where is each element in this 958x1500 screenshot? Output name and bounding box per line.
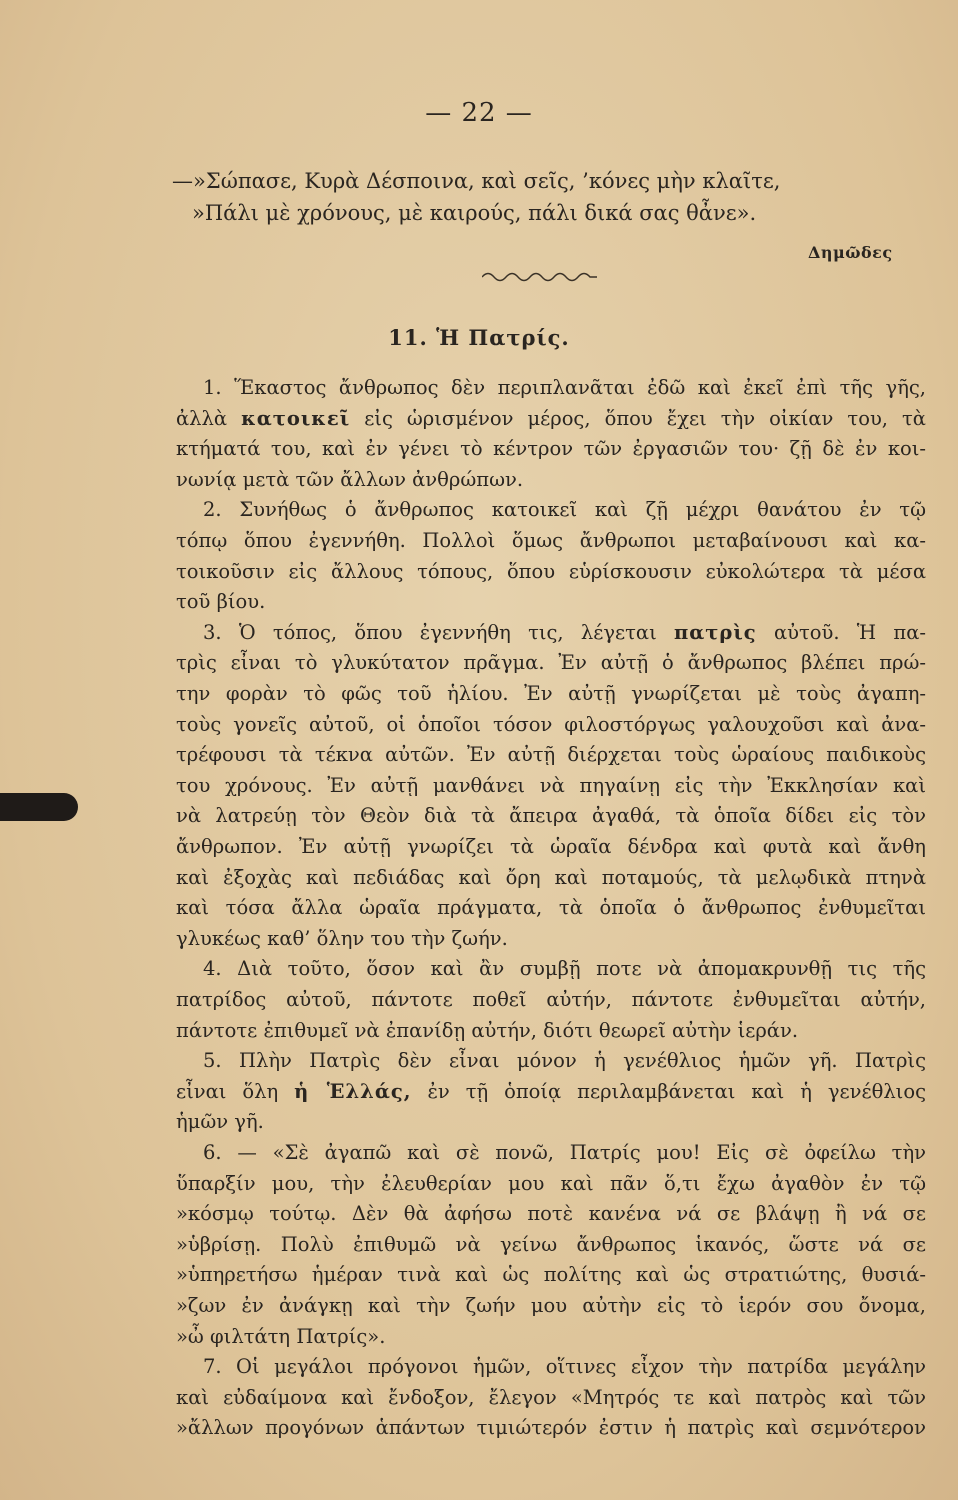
epigraph-line: »Πάλι μὲ χρόνους, μὲ καιρούς, πάλι δικά σας θἆνε». bbox=[192, 201, 757, 225]
text-run: »ὦ φιλτάτη Πατρίς». bbox=[176, 1324, 386, 1348]
text-run: τοῦ βίου. bbox=[176, 590, 266, 614]
body-line bbox=[176, 1171, 926, 1195]
text-run: κτήματά του, καὶ ἐν γένει τὸ κέντρον τῶν ἐργασιῶν του· ζῇ δὲ ἐν κοι- bbox=[176, 437, 926, 461]
body-line bbox=[176, 990, 926, 1010]
text-run: »κόσμῳ τούτῳ. Δὲν θὰ ἀφήσω ποτὲ κανένα νά σε βλάψῃ ἢ νά σε bbox=[176, 1202, 926, 1226]
body-line bbox=[176, 1296, 926, 1316]
text-run: του χρόνους. Ἐν αὐτῇ μανθάνει νὰ πηγαίνῃ εἰς τὴν Ἐκκλησίαν καὶ bbox=[176, 773, 926, 797]
text-run: »ἄλλων προγόνων ἁπάντων τιμιώτερόν ἐστιν ἡ πατρὶς καὶ σεμνότερον bbox=[176, 1416, 926, 1440]
body-line bbox=[176, 926, 508, 950]
body-line bbox=[176, 1324, 386, 1348]
text-run: καὶ τόσα ἄλλα ὡραῖα πράγματα, τὰ ὁποῖα ὁ ἄνθρωπος ἐνθυμεῖται bbox=[176, 896, 926, 920]
text-run: εἰς ὡρισμένον μέρος, ὅπου ἔχει τὴν οἰκίαν του, τὰ bbox=[350, 406, 926, 430]
text-run: εἶναι ὅλη bbox=[176, 1079, 295, 1103]
text-run: γλυκέως καθ’ ὅλην του τὴν ζωήν. bbox=[176, 926, 508, 950]
text-run: »ὑβρίσῃ. Πολὺ ἐπιθυμῶ νὰ γείνω ἄνθρωπος ἱκανός, ὥστε νά σε bbox=[176, 1232, 926, 1256]
body-line bbox=[176, 1204, 926, 1224]
body-line bbox=[176, 653, 926, 673]
body-line bbox=[203, 378, 926, 398]
text-run: καὶ εὐδαίμονα καὶ ἔνδοξον, ἔλεγον «Μητρός τε καὶ πατρὸς καὶ τῶν bbox=[176, 1385, 926, 1409]
text-run: 1. Ἕκαστος ἄνθρωπος δὲν περιπλανᾶται ἐδῶ καὶ ἐκεῖ ἐπὶ τῆς γῆς, bbox=[203, 376, 926, 399]
body-line bbox=[176, 1112, 264, 1132]
body-line bbox=[176, 1385, 926, 1409]
text-run: πατρίδος αὐτοῦ, πάντοτε ποθεῖ αὐτήν, πάντοτε ἐνθυμεῖται αὐτήν, bbox=[176, 988, 926, 1011]
text-run: καὶ ἐξοχὰς καὶ πεδιάδας καὶ ὄρη καὶ ποταμούς, τὰ μελῳδικὰ πτηνὰ bbox=[176, 865, 926, 889]
body-line bbox=[176, 592, 265, 612]
body-line bbox=[176, 773, 926, 797]
body-line bbox=[176, 1018, 799, 1042]
body-line bbox=[203, 500, 926, 520]
text-run: ἐν τῇ ὁποίᾳ περιλαμβάνεται καὶ ἡ γενέθλιος bbox=[411, 1079, 926, 1103]
text-run: 2. Συνήθως ὁ ἄνθρωπος κατοικεῖ καὶ ζῇ μέχρι θανάτου ἐν τῷ bbox=[203, 498, 926, 522]
text-run: τόπῳ ὅπου ἐγεννήθη. Πολλοὶ ὅμως ἄνθρωποι μεταβαίνουσι καὶ κα- bbox=[176, 529, 926, 552]
text-run: 3. Ὁ τόπος, ὅπου ἐγεννήθη τις, λέγεται bbox=[203, 620, 674, 644]
body-line bbox=[176, 745, 926, 765]
epigraph-source: Δημῶδες bbox=[808, 243, 893, 262]
text-run: 4. Διὰ τοῦτο, ὅσον καὶ ἂν συμβῇ ποτε νὰ ἀπομακρυνθῇ τις τῆς bbox=[203, 957, 926, 981]
body-line bbox=[203, 620, 926, 644]
text-run: 5. Πλὴν Πατρὶς δὲν εἶναι μόνον ἡ γενέθλιος ἡμῶν γῆ. Πατρὶς bbox=[203, 1049, 926, 1073]
body-line bbox=[176, 684, 926, 704]
text-run: 6. — «Σὲ ἀγαπῶ καὶ σὲ πονῶ, Πατρίς μου! Εἰς σὲ ὀφείλω τὴν bbox=[203, 1141, 926, 1164]
body-line bbox=[176, 837, 926, 857]
body-line bbox=[176, 467, 524, 491]
text-run: ἄνθρωπον. Ἐν αὐτῇ γνωρίζει τὰ ὡραῖα δένδρα καὶ φυτὰ καὶ ἄνθη bbox=[176, 835, 926, 858]
body-line bbox=[176, 1232, 926, 1256]
text-run: νωνίᾳ μετὰ τῶν ἄλλων ἀνθρώπων. bbox=[176, 467, 524, 491]
body-line bbox=[176, 559, 926, 583]
body-line bbox=[203, 1051, 926, 1071]
text-run: πάντοτε ἐπιθυμεῖ νὰ ἐπανίδῃ αὐτήν, διότι θεωρεῖ αὐτὴν ἱεράν. bbox=[176, 1018, 799, 1042]
emphasized-term: ἡ Ἑλλάς, bbox=[294, 1079, 412, 1103]
epigraph-line: —»Σώπασε, Κυρὰ Δέσποινα, καὶ σεῖς, ’κόνες μὴν κλαῖτε, bbox=[172, 169, 781, 193]
text-run: 7. Οἱ μεγάλοι πρόγονοι ἡμῶν, οἵτινες εἶχον τὴν πατρίδα μεγάλην bbox=[203, 1355, 926, 1379]
text-run: αὐτοῦ. Ἡ πα- bbox=[756, 620, 926, 644]
body-line bbox=[176, 712, 926, 736]
body-line bbox=[176, 1265, 926, 1285]
body-line bbox=[176, 439, 926, 459]
body-line bbox=[176, 406, 926, 430]
body-line bbox=[203, 959, 926, 979]
emphasized-term: κατοικεῖ bbox=[241, 406, 351, 430]
text-run: τρὶς εἶναι τὸ γλυκύτατον πρᾶγμα. Ἐν αὐτῇ ὁ ἄνθρωπος βλέπει πρώ- bbox=[176, 651, 926, 675]
body-line bbox=[176, 806, 926, 826]
text-run: νὰ λατρεύῃ τὸν Θεὸν διὰ τὰ ἄπειρα ἀγαθά, τὰ ὁποῖα δίδει εἰς τὸν bbox=[176, 804, 926, 828]
page-number: — 22 — bbox=[425, 98, 533, 128]
text-run: ἀλλὰ bbox=[176, 406, 242, 430]
body-line bbox=[176, 865, 926, 889]
emphasized-term: πατρὶς bbox=[673, 620, 757, 644]
body-line bbox=[203, 1357, 926, 1377]
body-line bbox=[176, 1079, 926, 1103]
ornament-divider bbox=[482, 270, 597, 284]
text-run: τοικοῦσιν εἰς ἄλλους τόπους, ὅπου εὑρίσκουσιν εὐκολώτερα τὰ μέσα bbox=[176, 559, 926, 583]
page-edge-tab bbox=[0, 793, 78, 821]
section-title: 11. Ἡ Πατρίς. bbox=[388, 325, 570, 350]
text-run: »ζων ἐν ἀνάγκῃ καὶ τὴν ζωήν μου αὐτὴν εἰς τὸ ἱερόν σου ὄνομα, bbox=[176, 1294, 926, 1317]
text-run: ἡμῶν γῆ. bbox=[176, 1110, 264, 1134]
text-run: »ὑπηρετήσω ἡμέραν τινὰ καὶ ὡς πολίτης καὶ ὡς στρατιώτης, θυσιά- bbox=[176, 1263, 926, 1287]
text-run: τρέφουσι τὰ τέκνα αὐτῶν. Ἐν αὐτῇ διέρχεται τοὺς ὡραίους παιδικοὺς bbox=[176, 743, 926, 767]
body-line bbox=[176, 898, 926, 918]
text-run: την φορὰν τὸ φῶς τοῦ ἡλίου. Ἐν αὐτῇ γνωρίζεται μὲ τοὺς ἀγαπη- bbox=[176, 682, 926, 705]
body-line bbox=[203, 1143, 926, 1163]
body-line bbox=[176, 531, 926, 551]
body-line bbox=[176, 1418, 926, 1438]
text-run: τοὺς γονεῖς αὐτοῦ, οἱ ὁποῖοι τόσον φιλοστόργως γαλουχοῦσι καὶ ἀνα- bbox=[176, 712, 926, 736]
text-run: ὕπαρξίν μου, τὴν ἐλευθερίαν μου καὶ πᾶν ὅ,τι ἔχω ἀγαθὸν ἐν τῷ bbox=[176, 1171, 926, 1195]
